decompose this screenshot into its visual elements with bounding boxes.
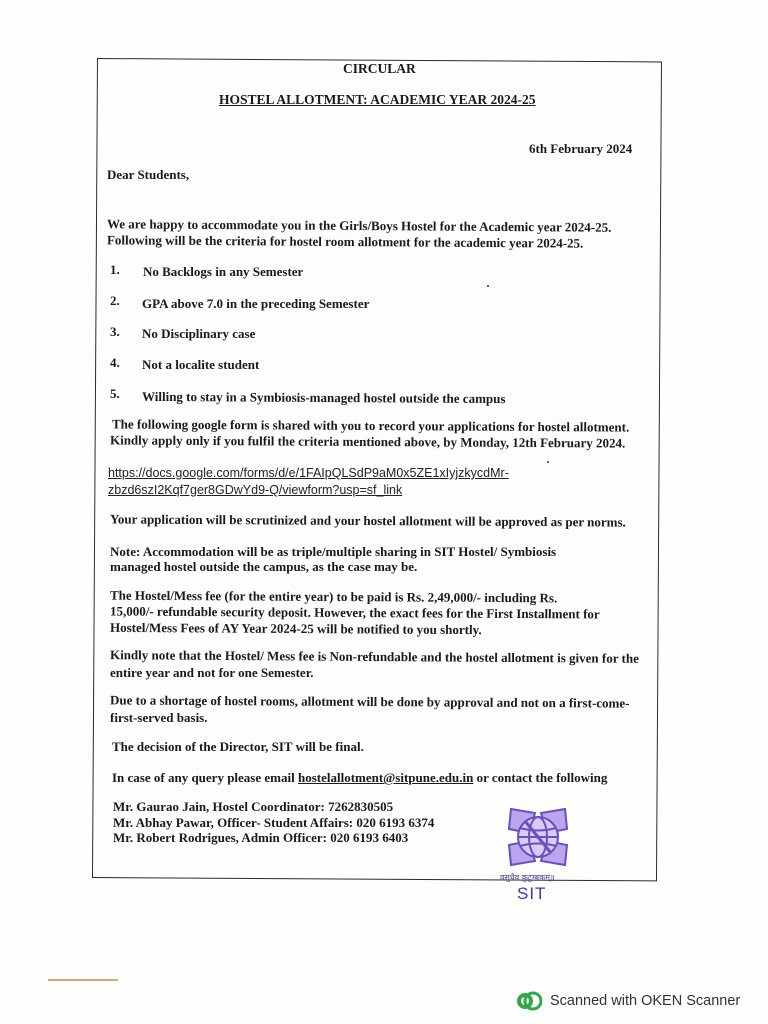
criterion-number: 1. xyxy=(110,262,120,277)
criterion-number: 4. xyxy=(110,355,120,370)
criterion-text: No Backlogs in any Semester xyxy=(143,264,304,279)
criterion-text: Willing to stay in a Symbiosis-managed hostel outside the campus xyxy=(141,388,506,407)
intro-line-1: We are happy to accommodate you in the Girls/Boys Hostel for the Academic year 2024-25. xyxy=(106,216,612,235)
globe-seal-icon xyxy=(505,803,571,871)
nonrefund-line-2: entire year and not for one Semester. xyxy=(110,665,314,680)
criterion-number: 5. xyxy=(110,386,120,401)
scanner-watermark xyxy=(516,990,740,1012)
contact-line: Mr. Gaurao Jain, Hostel Coordinator: 7262830505 xyxy=(113,799,394,814)
sit-motto: वसुधैव कुटुम्बकम्॥ xyxy=(500,873,555,882)
criterion-number: 3. xyxy=(110,324,120,339)
query-prefix: In case of any query please email xyxy=(112,770,298,785)
query-suffix: or contact the following xyxy=(473,770,608,785)
google-form-link[interactable]: https://docs.google.com/forms/d/e/1FAIpQLSdP9aM0x5ZE1xIyjzkycdMr- xyxy=(108,466,509,480)
form-note-line-2: Kindly apply only if you fulfil the criteria mentioned above, by Monday, 12th February 2024. xyxy=(109,432,626,451)
criterion-text: GPA above 7.0 in the preceding Semester xyxy=(142,296,370,311)
circular-subtitle: HOSTEL ALLOTMENT: ACADEMIC YEAR 2024-25 xyxy=(219,92,536,107)
salutation: Dear Students, xyxy=(107,167,190,182)
criterion-number: 2. xyxy=(110,293,120,308)
note-line-1: Note: Accommodation will be as triple/multiple sharing in SIT Hostel/ Symbiosis xyxy=(110,544,557,559)
circular-date: 6th February 2024 xyxy=(529,141,633,156)
sit-logo-text: SIT xyxy=(517,884,547,903)
criterion-text: Not a localite student xyxy=(142,357,260,372)
fee-line-2: 15,000/- refundable security deposit. However, the exact fees for the First Installment for xyxy=(109,603,600,622)
form-note-line-1: The following google form is shared with you to record your applications for hostel allotment. xyxy=(111,416,630,435)
fee-line-1: The Hostel/Mess fee (for the entire year) to be paid is Rs. 2,49,000/- including Rs. xyxy=(109,587,558,606)
google-form-link-continued[interactable]: zbzd6szI2Kqf7ger8GDwYd9-Q/viewform?usp=sf_link xyxy=(108,483,403,497)
decision-statement: The decision of the Director, SIT will be final. xyxy=(112,739,364,754)
contact-email-link[interactable]: hostelallotment@sitpune.edu.in xyxy=(297,770,474,785)
contact-line: Mr. Robert Rodrigues, Admin Officer: 020 6193 6403 xyxy=(113,830,409,845)
scan-smudge xyxy=(48,979,118,981)
shortage-line-1: Due to a shortage of hostel rooms, allotment will be done by approval and not on a first-come- xyxy=(109,692,630,711)
fee-line-3: Hostel/Mess Fees of AY Year 2024-25 will be notified to you shortly. xyxy=(109,619,482,638)
note-line-2: managed hostel outside the campus, as the case may be. xyxy=(110,559,418,574)
contact-line: Mr. Abhay Pawar, Officer- Student Affairs: 020 6193 6374 xyxy=(113,815,435,830)
scrutiny-statement: Your application will be scrutinized and your hostel allotment will be approved as per norms. xyxy=(109,511,626,530)
criterion-text: No Disciplinary case xyxy=(142,326,256,341)
scanner-text: Scanned with OKEN Scanner xyxy=(550,993,741,1009)
query-line xyxy=(112,770,607,785)
sit-seal-stamp xyxy=(505,803,571,871)
nonrefund-line-1: Kindly note that the Hostel/ Mess fee is Non-refundable and the hostel allotment is given for the xyxy=(109,647,639,666)
shortage-line-2: first-served basis. xyxy=(110,710,208,725)
oken-logo-icon xyxy=(516,990,542,1012)
paper-speck xyxy=(547,461,549,463)
intro-line-2: Following will be the criteria for hostel room allotment for the academic year 2024-25. xyxy=(106,232,584,251)
paper-speck xyxy=(487,285,489,287)
circular-title: CIRCULAR xyxy=(343,61,416,76)
